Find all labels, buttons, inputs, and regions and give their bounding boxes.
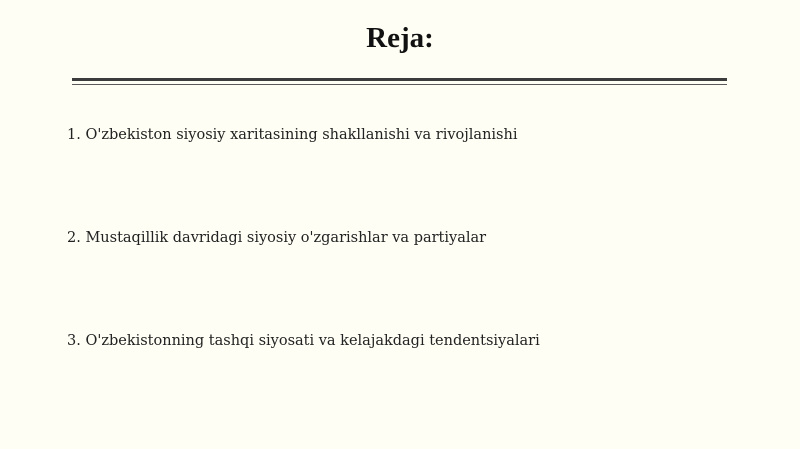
title-divider — [72, 78, 727, 86]
plan-item-1: 1. O'zbekiston siyosiy xaritasining shakllanishi va rivojlanishi — [67, 127, 518, 143]
divider-thick-line — [72, 78, 727, 81]
divider-thin-line — [72, 84, 727, 85]
plan-item-3: 3. O'zbekistonning tashqi siyosati va kelajakdagi tendentsiyalari — [67, 333, 540, 349]
plan-item-2: 2. Mustaqillik davridagi siyosiy o'zgarishlar va partiyalar — [67, 230, 487, 246]
slide-title: Reja: — [366, 22, 434, 54]
